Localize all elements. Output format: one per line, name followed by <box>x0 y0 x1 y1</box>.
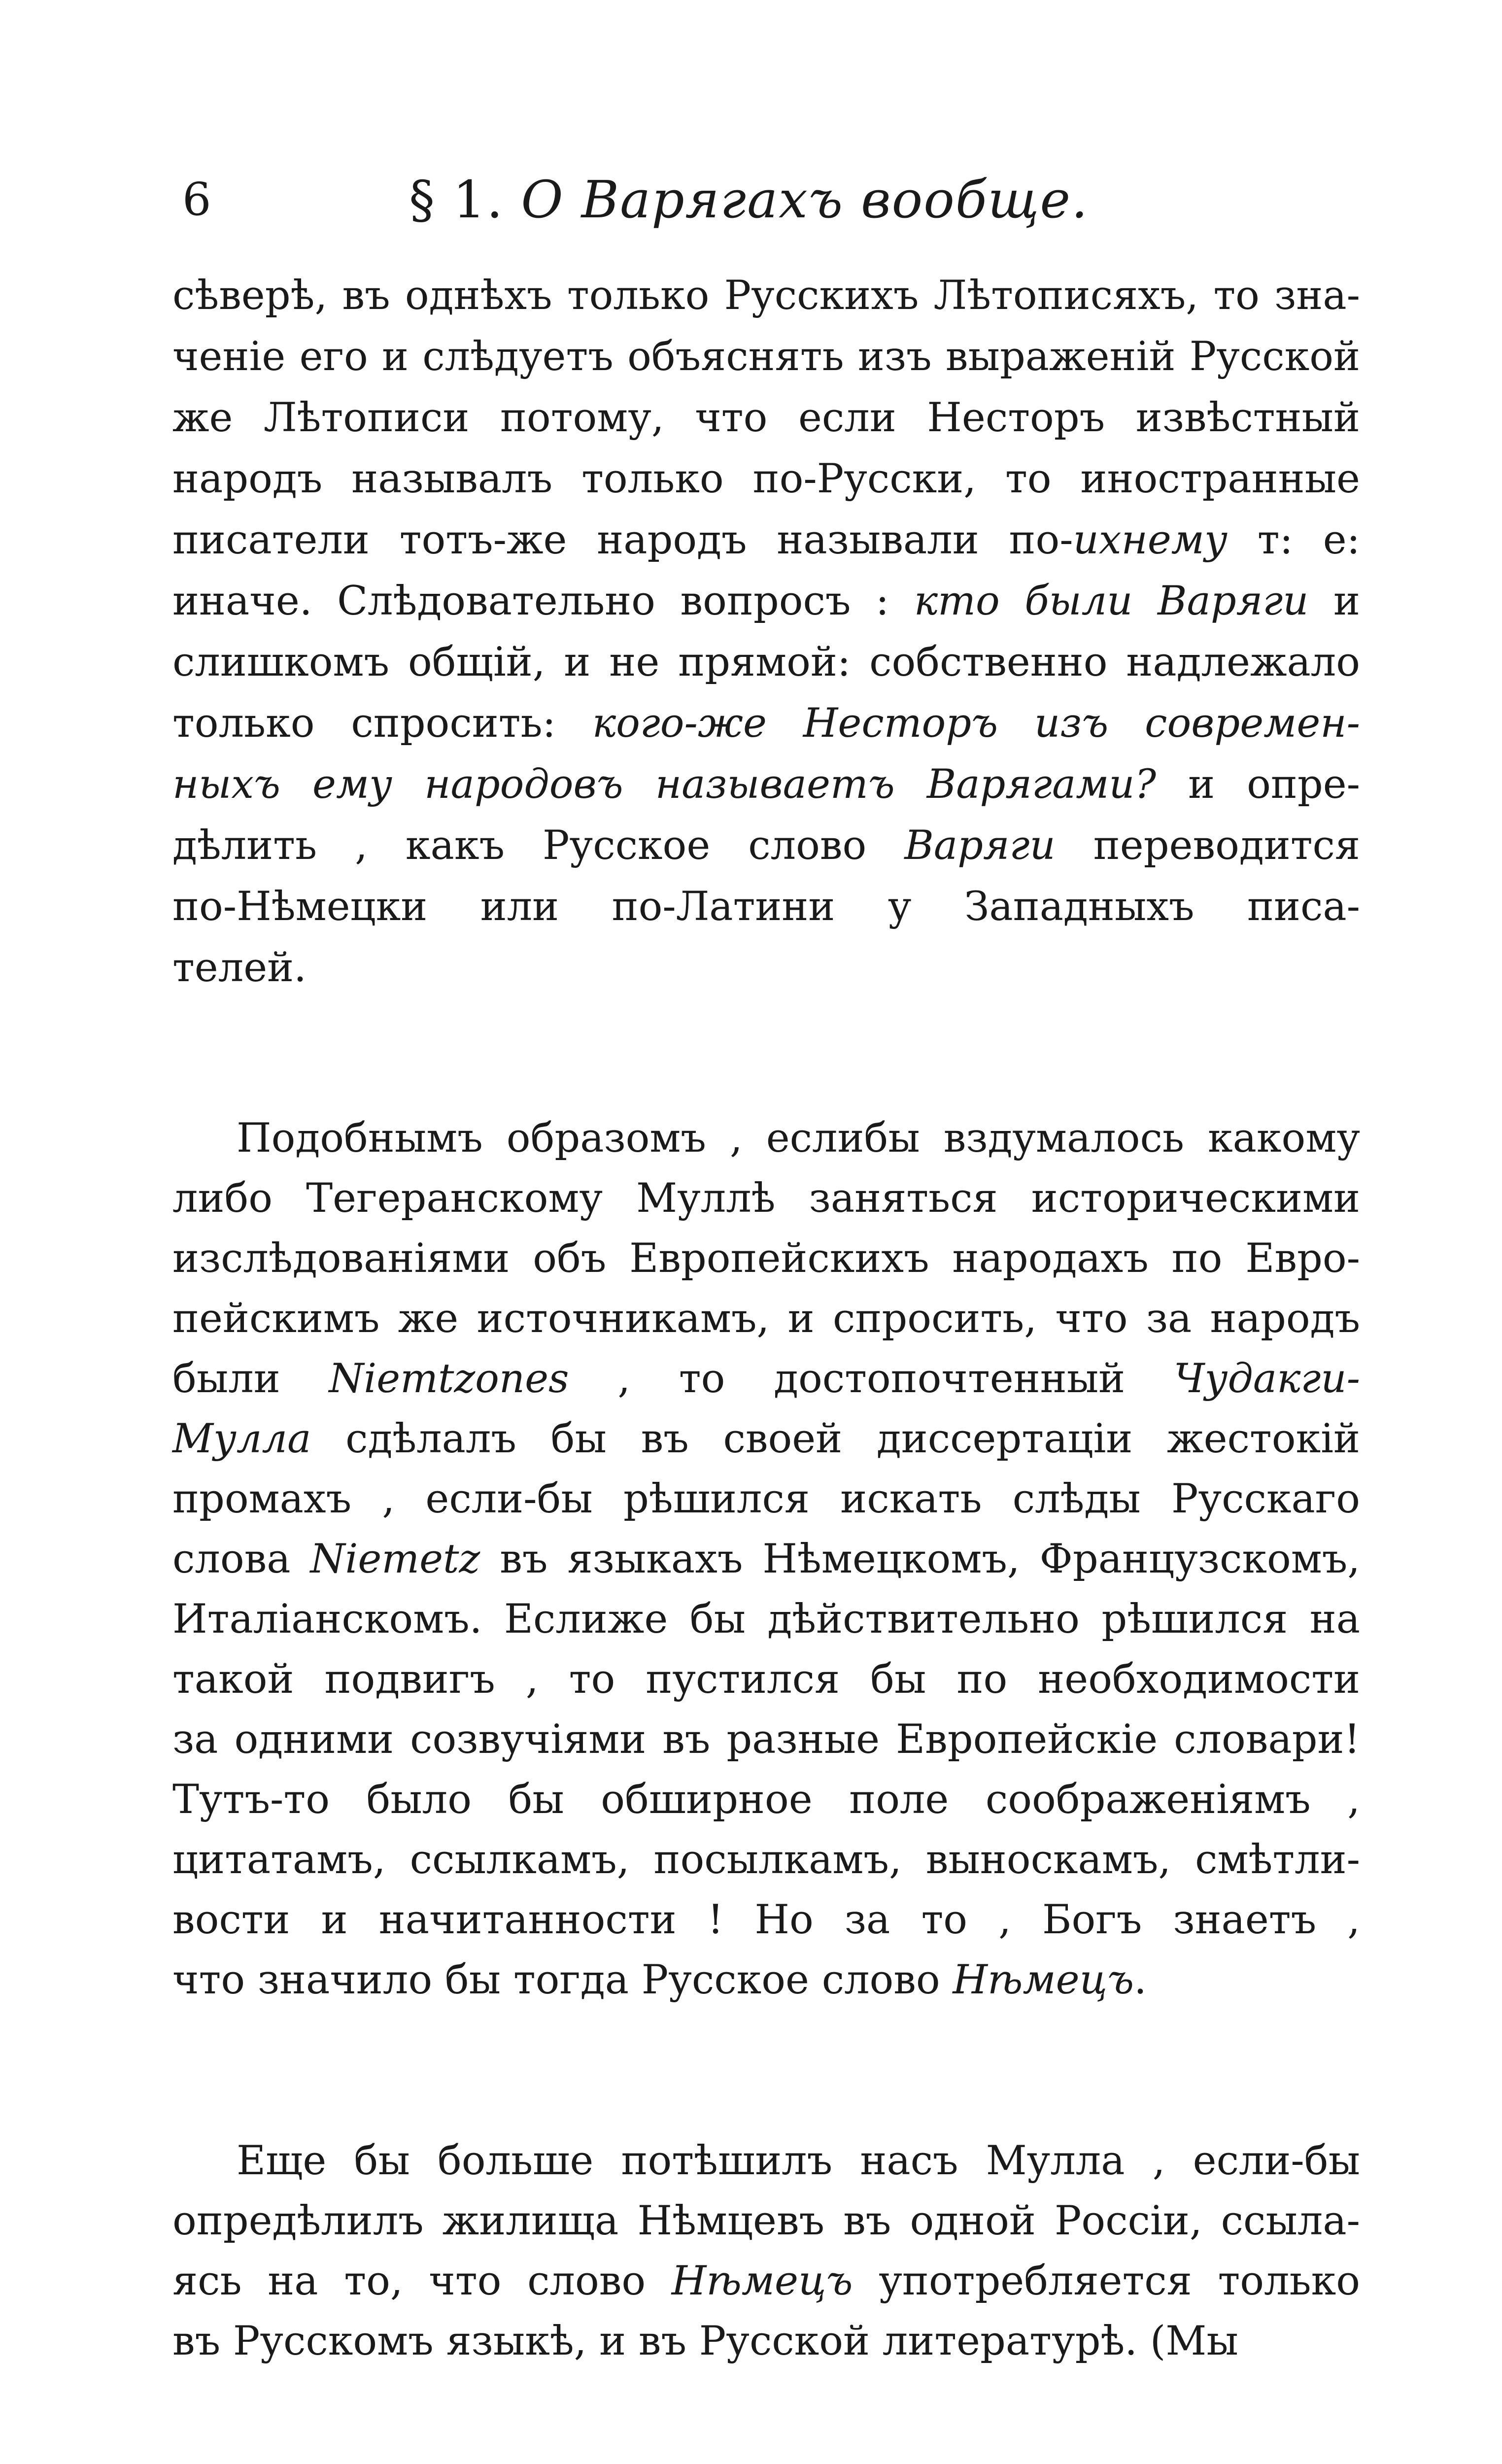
text-span: либо Тегеранскому Муллѣ заняться историческими <box>172 1175 1360 1222</box>
text-span: въ языкахъ Нѣмецкомъ, Французскомъ, <box>480 1536 1360 1582</box>
italic-text-span: Варяги <box>904 822 1056 869</box>
italic-text-span: кого-же Несторъ изъ современ- <box>592 700 1360 747</box>
text-line <box>172 1770 1360 1829</box>
italic-text-span: ихнему <box>1073 517 1228 563</box>
italic-text-span: ныхъ ему народовъ называетъ Варягами? <box>172 761 1157 808</box>
text-line <box>237 1109 1360 1168</box>
text-span: и <box>1308 578 1360 624</box>
italic-text-span: Чудакги- <box>1173 1356 1360 1402</box>
text-span: и опре- <box>1156 761 1361 808</box>
text-line <box>172 1710 1360 1769</box>
text-span: употребляется только <box>853 2258 1360 2304</box>
text-line <box>172 1349 1360 1408</box>
text-line <box>172 449 1360 509</box>
italic-text-span: Niemtzones <box>329 1356 569 1402</box>
text-span: т: е: <box>1227 517 1360 563</box>
italic-text-span: Нѣмецъ <box>671 2258 853 2304</box>
text-line <box>172 1650 1360 1709</box>
text-span: , то достопочтенный <box>569 1356 1174 1402</box>
text-line <box>172 1890 1360 1950</box>
text-line <box>172 2191 1360 2251</box>
text-line <box>237 2131 1360 2190</box>
italic-text-span: кто были Варяги <box>914 578 1309 624</box>
text-span: ясь на то, что слово <box>172 2258 672 2304</box>
italic-text-span: Niemetz <box>310 1536 480 1582</box>
text-span: дѣлить , какъ Русское слово <box>172 822 905 869</box>
text-line <box>172 938 1360 997</box>
text-span: . <box>1134 1957 1147 2003</box>
text-line <box>172 266 1360 325</box>
page-number: 6 <box>182 173 211 226</box>
text-line <box>172 1530 1360 1589</box>
text-span: же Лѣтописи потому, что если Несторъ извѣстный <box>172 395 1360 441</box>
text-span: переводится <box>1055 822 1360 869</box>
text-line <box>172 2312 1360 2371</box>
text-span: по-Нѣмецки или по-Латини у Западныхъ писа- <box>172 884 1360 930</box>
text-span: слишкомъ общій, и не прямой: собственно надлежало <box>172 639 1360 685</box>
text-span: опредѣлилъ жилища Нѣмцевъ въ одной Россіи, ссыла- <box>172 2198 1360 2244</box>
text-line <box>172 755 1360 814</box>
text-span: писатели тотъ-же народъ называли по- <box>172 517 1073 563</box>
text-span: промахъ , если-бы рѣшился искать слѣды Русскаго <box>172 1476 1360 1522</box>
text-line <box>172 816 1360 875</box>
text-line <box>172 572 1360 631</box>
text-line <box>172 388 1360 447</box>
text-span: изслѣдованіями объ Европейскихъ народахъ по Евро- <box>172 1235 1360 1282</box>
text-line <box>172 1409 1360 1469</box>
text-span: Тутъ-то было бы обширное поле соображеніямъ , <box>172 1777 1360 1823</box>
italic-text-span: Нѣмецъ <box>953 1957 1134 2003</box>
text-line <box>172 1830 1360 1889</box>
text-span: за одними созвучіями въ разные Европейскіе словари! <box>172 1716 1360 1763</box>
text-line <box>172 1470 1360 1529</box>
text-span: только спросить: <box>172 700 592 747</box>
page-header <box>177 163 1360 237</box>
text-line <box>172 1590 1360 1649</box>
text-span: вости и начитанности ! Но за то , Богъ знаетъ , <box>172 1897 1360 1943</box>
text-span: иначе. Слѣдовательно вопросъ : <box>172 578 914 624</box>
text-line <box>172 633 1360 692</box>
text-span: такой подвигъ , то пустился бы по необходимости <box>172 1656 1360 1703</box>
text-span: сѣверѣ, въ однѣхъ только Русскихъ Лѣтописяхъ, то зна- <box>172 273 1360 319</box>
text-span: народъ называлъ только по-Русски, то иностранные <box>172 456 1360 502</box>
text-line <box>172 694 1360 753</box>
text-span: были <box>172 1356 329 1402</box>
text-line <box>172 1951 1360 2010</box>
text-span: сдѣлалъ бы въ своей диссертаціи жестокій <box>311 1416 1360 1462</box>
text-span: въ Русскомъ языкѣ, и въ Русской литературѣ. (Мы <box>172 2318 1238 2364</box>
text-line <box>172 1289 1360 1348</box>
text-line <box>172 2252 1360 2311</box>
text-span: Подобнымъ образомъ , еслибы вздумалось какому <box>237 1115 1360 1162</box>
text-span: ченіе его и слѣдуетъ объяснять изъ выраженій Русской <box>172 334 1360 380</box>
text-span: пейскимъ же источникамъ, и спросить, что за народъ <box>172 1296 1360 1342</box>
text-line <box>172 511 1360 570</box>
text-span: что значило бы тогда Русское слово <box>172 1957 953 2003</box>
text-line <box>172 1169 1360 1228</box>
text-span: цитатамъ, ссылкамъ, посылкамъ, выноскамъ, смѣтли- <box>172 1837 1360 1883</box>
text-line <box>172 1229 1360 1288</box>
text-span: Италіанскомъ. Еслиже бы дѣйствительно рѣшился на <box>172 1596 1360 1643</box>
text-span: телей. <box>172 945 307 991</box>
running-title-text: О Варягахъ вообще. <box>521 170 1089 230</box>
italic-text-span: Мулла <box>172 1416 311 1462</box>
running-title <box>409 163 1089 237</box>
text-line <box>172 877 1360 936</box>
text-span: Еще бы больше потѣшилъ насъ Мулла , если-бы <box>237 2138 1360 2184</box>
text-span: слова <box>172 1536 310 1582</box>
section-sign: § 1. <box>409 170 504 230</box>
text-line <box>172 327 1360 386</box>
